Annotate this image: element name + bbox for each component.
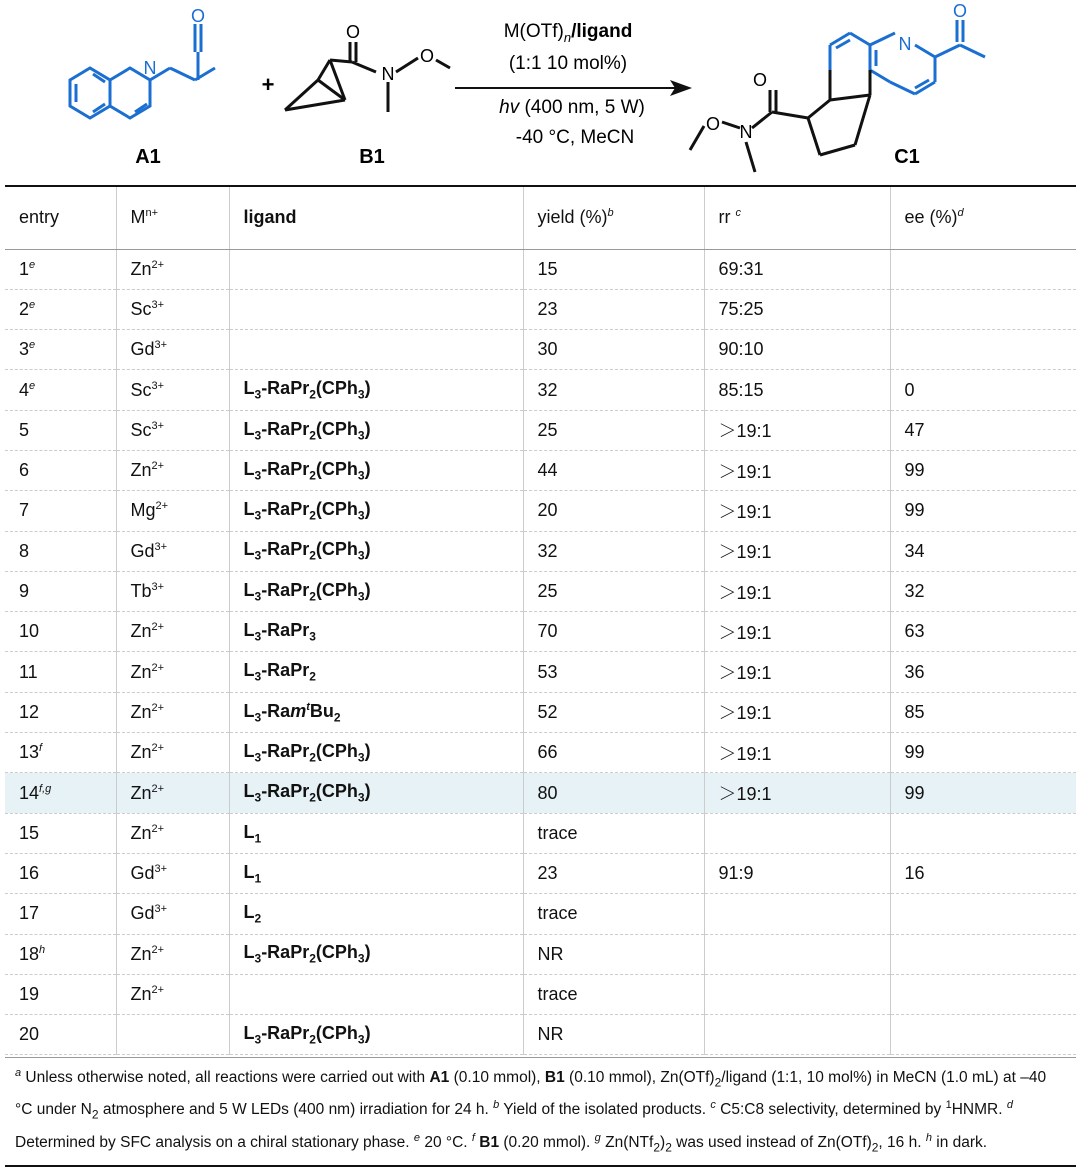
entry-note: e bbox=[29, 298, 36, 311]
b1-n-atom: N bbox=[381, 64, 395, 84]
header-metal-m: M bbox=[130, 207, 146, 228]
cell-ee: 85 bbox=[890, 692, 1076, 732]
header-ee bbox=[890, 186, 1076, 249]
c1-n-atom: N bbox=[898, 34, 912, 54]
cell-metal bbox=[116, 853, 229, 893]
cell-entry bbox=[5, 289, 116, 329]
cell-ee: 99 bbox=[890, 450, 1076, 490]
cell-yield: 70 bbox=[523, 612, 704, 652]
cell-ligand: $L_3-RaPr_2(CPh_3)$ bbox=[229, 370, 523, 410]
metal-charge: 2+ bbox=[151, 460, 165, 473]
cell-yield: 52 bbox=[523, 692, 704, 732]
cell-ligand: $L_3-RaPr_2(CPh_3)$ bbox=[229, 773, 523, 813]
entry-number: 9 bbox=[19, 581, 30, 602]
cell-yield: 23 bbox=[523, 289, 704, 329]
metal-charge: 2+ bbox=[151, 258, 165, 271]
cell-rr: ＞19:1 bbox=[704, 652, 890, 692]
table-row bbox=[5, 289, 1076, 329]
molecule-a1 bbox=[70, 24, 215, 118]
cond-line4: -40 °C, MeCN bbox=[515, 127, 635, 148]
entry-number: 7 bbox=[19, 500, 30, 521]
cell-metal bbox=[116, 733, 229, 773]
cell-yield: 20 bbox=[523, 491, 704, 531]
fn-f-text: (0.20 mmol). bbox=[499, 1133, 595, 1151]
label-b1: B1 bbox=[359, 146, 385, 168]
cell-yield: trace bbox=[523, 974, 704, 1014]
fn-e-text: 20 °C. bbox=[420, 1133, 472, 1151]
cell-ligand: $L_3-RaPr_2(CPh_3)$ bbox=[229, 571, 523, 611]
metal-symbol: Gd bbox=[130, 540, 155, 561]
cell-rr: ＞19:1 bbox=[704, 733, 890, 773]
cell-entry bbox=[5, 773, 116, 813]
cell-entry bbox=[5, 370, 116, 410]
cell-entry bbox=[5, 491, 116, 531]
fn-g-sub3: 2 bbox=[871, 1139, 879, 1154]
c1-o-carbonyl: O bbox=[752, 70, 768, 90]
cond-line2: (1:1 10 mol%) bbox=[508, 53, 628, 74]
metal-charge: 3+ bbox=[154, 339, 168, 352]
cell-ee bbox=[890, 934, 1076, 974]
cell-entry bbox=[5, 974, 116, 1014]
metal-symbol: Sc bbox=[130, 298, 152, 319]
fn-d-text: Determined by SFC analysis on a chiral stationary phase. bbox=[15, 1133, 414, 1151]
c1-n-amide: N bbox=[739, 122, 753, 142]
cell-ligand: $L_3-RaPr_2(CPh_3)$ bbox=[229, 934, 523, 974]
metal-charge: 2+ bbox=[151, 983, 165, 996]
table-row bbox=[5, 974, 1076, 1014]
table-row bbox=[5, 330, 1076, 370]
cell-metal bbox=[116, 289, 229, 329]
cell-ee: 0 bbox=[890, 370, 1076, 410]
metal-symbol: Gd bbox=[130, 863, 155, 884]
a1-n-atom: N bbox=[143, 58, 157, 78]
entry-number: 4 bbox=[19, 379, 30, 400]
cell-ligand: $L_3-RaPr_2(CPh_3)$ bbox=[229, 1015, 523, 1055]
table-row bbox=[5, 652, 1076, 692]
metal-charge: 2+ bbox=[151, 943, 165, 956]
header-yield-text: yield (%) bbox=[537, 207, 608, 228]
entry-number: 19 bbox=[19, 983, 40, 1004]
entry-note: f,g bbox=[39, 782, 52, 795]
metal-charge: 2+ bbox=[151, 701, 165, 714]
entry-number: 14 bbox=[19, 782, 40, 803]
fn-b-mark: b bbox=[493, 1099, 500, 1112]
cell-ee: 34 bbox=[890, 531, 1076, 571]
table-row bbox=[5, 894, 1076, 934]
table-row bbox=[5, 370, 1076, 410]
cell-yield: 15 bbox=[523, 249, 704, 289]
header-entry: entry bbox=[5, 186, 116, 249]
cell-rr bbox=[704, 974, 890, 1014]
cond-line1 bbox=[504, 21, 633, 45]
metal-charge: 2+ bbox=[151, 782, 165, 795]
cond-n-sub: n bbox=[563, 30, 572, 45]
cell-ligand: $L_2$ bbox=[229, 894, 523, 934]
table-row bbox=[5, 410, 1076, 450]
cell-rr: ＞19:1 bbox=[704, 571, 890, 611]
cell-metal bbox=[116, 249, 229, 289]
cell-ee: 99 bbox=[890, 733, 1076, 773]
entry-note: e bbox=[29, 339, 36, 352]
entry-number: 12 bbox=[19, 701, 40, 722]
fn-c-mark: c bbox=[710, 1099, 716, 1112]
cell-metal bbox=[116, 652, 229, 692]
metal-symbol: Zn bbox=[130, 460, 152, 481]
entry-number: 5 bbox=[19, 419, 30, 440]
table-row bbox=[5, 773, 1076, 813]
metal-charge: 3+ bbox=[154, 863, 168, 876]
entry-number: 20 bbox=[19, 1024, 40, 1045]
fn-a-sub-b: 2 bbox=[91, 1107, 99, 1122]
fn-g-text4: , 16 h. bbox=[878, 1133, 926, 1151]
fn-a-text1: Unless otherwise noted, all reactions were carried out with bbox=[21, 1069, 430, 1087]
cell-yield: 80 bbox=[523, 773, 704, 813]
metal-charge: 3+ bbox=[151, 581, 165, 594]
entry-number: 16 bbox=[19, 863, 40, 884]
fn-a-b1: B1 bbox=[544, 1069, 565, 1087]
cell-ee: 36 bbox=[890, 652, 1076, 692]
metal-charge: 2+ bbox=[151, 661, 165, 674]
cell-ligand: $L_3-RaPr_3$ bbox=[229, 612, 523, 652]
entry-note: e bbox=[29, 379, 36, 392]
b1-o-methoxy: O bbox=[419, 46, 435, 66]
header-ee-text: ee (%) bbox=[904, 207, 958, 228]
cell-yield: 32 bbox=[523, 531, 704, 571]
header-yield bbox=[523, 186, 704, 249]
metal-charge: 3+ bbox=[151, 419, 165, 432]
cell-ee bbox=[890, 289, 1076, 329]
label-a1: A1 bbox=[135, 146, 161, 168]
cell-yield: NR bbox=[523, 1015, 704, 1055]
metal-symbol: Gd bbox=[130, 903, 155, 924]
reaction-scheme bbox=[0, 0, 1080, 185]
cell-ligand bbox=[229, 974, 523, 1014]
cell-rr bbox=[704, 934, 890, 974]
entry-note: f bbox=[39, 742, 43, 755]
fn-g-sub2: 2 bbox=[665, 1139, 672, 1154]
cell-ligand: $L_3-RaPr_2(CPh_3)$ bbox=[229, 733, 523, 773]
metal-symbol: Zn bbox=[130, 661, 152, 682]
cell-metal bbox=[116, 450, 229, 490]
metal-charge: 2+ bbox=[151, 742, 165, 755]
cell-yield: trace bbox=[523, 894, 704, 934]
cell-rr bbox=[704, 813, 890, 853]
fn-c-text2: HNMR. bbox=[951, 1101, 1007, 1119]
cell-ligand bbox=[229, 249, 523, 289]
fn-a-sub: 2 bbox=[714, 1075, 722, 1090]
cell-ee bbox=[890, 894, 1076, 934]
cell-metal bbox=[116, 370, 229, 410]
cell-ee: 16 bbox=[890, 853, 1076, 893]
molecule-c1-blue bbox=[830, 20, 985, 94]
cond-metal: M(OTf) bbox=[503, 21, 564, 42]
cell-yield: 66 bbox=[523, 733, 704, 773]
cell-metal bbox=[116, 531, 229, 571]
entry-number: 3 bbox=[19, 339, 30, 360]
cell-entry bbox=[5, 571, 116, 611]
table-row bbox=[5, 450, 1076, 490]
cell-metal bbox=[116, 894, 229, 934]
entry-number: 8 bbox=[19, 540, 30, 561]
fn-f-mark: f bbox=[471, 1131, 475, 1144]
cell-metal bbox=[116, 571, 229, 611]
metal-charge: 2+ bbox=[151, 621, 165, 634]
c1-o-methoxy: O bbox=[705, 114, 721, 134]
cell-ee bbox=[890, 249, 1076, 289]
fn-a-text2: (0.10 mmol), bbox=[449, 1069, 545, 1087]
cell-ee bbox=[890, 1015, 1076, 1055]
metal-symbol: Zn bbox=[130, 621, 152, 642]
cell-ee: 99 bbox=[890, 491, 1076, 531]
cell-rr bbox=[704, 1015, 890, 1055]
fn-e-mark: e bbox=[413, 1131, 421, 1144]
fn-g-text: Zn(NTf bbox=[600, 1133, 654, 1151]
fn-a-text5: atmosphere and 5 W LEDs (400 nm) irradiation for 24 h. bbox=[98, 1101, 494, 1119]
entry-number: 11 bbox=[19, 661, 38, 682]
metal-symbol: Zn bbox=[130, 983, 152, 1004]
table-header-row bbox=[5, 186, 1076, 249]
cell-ligand: $L_3-Ram^tBu_2$ bbox=[229, 692, 523, 732]
metal-symbol: Zn bbox=[130, 742, 152, 763]
entry-number: 18 bbox=[19, 943, 40, 964]
cond-hv: hv bbox=[499, 97, 520, 118]
cell-ee: 47 bbox=[890, 410, 1076, 450]
header-ee-sup: d bbox=[957, 207, 964, 220]
label-c1: C1 bbox=[894, 146, 920, 168]
table-row bbox=[5, 733, 1076, 773]
fn-a-mark: a bbox=[15, 1067, 22, 1079]
metal-symbol: Zn bbox=[130, 782, 152, 803]
cell-metal bbox=[116, 491, 229, 531]
cell-ligand: $L_1$ bbox=[229, 853, 523, 893]
entry-number: 13 bbox=[19, 742, 40, 763]
fn-g-text2: ) bbox=[660, 1133, 666, 1151]
a1-o-atom: O bbox=[190, 6, 206, 26]
cell-yield: 30 bbox=[523, 330, 704, 370]
cell-rr: 90:10 bbox=[704, 330, 890, 370]
cell-rr: ＞19:1 bbox=[704, 531, 890, 571]
metal-charge: 2+ bbox=[155, 500, 169, 513]
cell-ligand: $L_3-RaPr_2(CPh_3)$ bbox=[229, 491, 523, 531]
header-rr bbox=[704, 186, 890, 249]
entry-note: h bbox=[39, 943, 46, 956]
cell-yield: 32 bbox=[523, 370, 704, 410]
cell-entry bbox=[5, 531, 116, 571]
cell-ligand: $L_1$ bbox=[229, 813, 523, 853]
metal-charge: 3+ bbox=[151, 298, 165, 311]
cell-ligand: $L_3-RaPr_2(CPh_3)$ bbox=[229, 450, 523, 490]
fn-g-text3: was used instead of Zn(OTf) bbox=[671, 1133, 872, 1151]
table-row bbox=[5, 853, 1076, 893]
cell-ligand: $L_3-RaPr_2(CPh_3)$ bbox=[229, 531, 523, 571]
cell-rr: ＞19:1 bbox=[704, 773, 890, 813]
fn-a-text3: (0.10 mmol), Zn(OTf) bbox=[564, 1069, 715, 1087]
cell-entry bbox=[5, 1015, 116, 1055]
table-row bbox=[5, 934, 1076, 974]
metal-symbol: Zn bbox=[130, 701, 152, 722]
cell-rr: ＞19:1 bbox=[704, 612, 890, 652]
cell-metal bbox=[116, 934, 229, 974]
entry-number: 10 bbox=[19, 621, 40, 642]
cell-entry bbox=[5, 249, 116, 289]
cell-yield: trace bbox=[523, 813, 704, 853]
plus-sign: + bbox=[261, 72, 275, 97]
c1-o-atom-blue: O bbox=[952, 1, 968, 21]
entry-note: e bbox=[29, 258, 36, 271]
cell-metal bbox=[116, 974, 229, 1014]
metal-symbol: Zn bbox=[130, 943, 152, 964]
fn-d-mark: d bbox=[1006, 1099, 1013, 1112]
cell-rr bbox=[704, 894, 890, 934]
cell-yield: NR bbox=[523, 934, 704, 974]
table-row bbox=[5, 531, 1076, 571]
fn-h-mark: h bbox=[925, 1131, 932, 1144]
screening-table bbox=[5, 185, 1076, 1055]
metal-symbol: Sc bbox=[130, 379, 152, 400]
cell-entry bbox=[5, 733, 116, 773]
cell-entry bbox=[5, 612, 116, 652]
cell-rr: ＞19:1 bbox=[704, 692, 890, 732]
table-row bbox=[5, 491, 1076, 531]
cell-yield: 23 bbox=[523, 853, 704, 893]
table-row bbox=[5, 249, 1076, 289]
cell-rr: ＞19:1 bbox=[704, 450, 890, 490]
cell-rr: 85:15 bbox=[704, 370, 890, 410]
metal-symbol: Tb bbox=[130, 581, 152, 602]
cell-ligand bbox=[229, 289, 523, 329]
cell-ligand bbox=[229, 330, 523, 370]
fn-g-mark: g bbox=[594, 1131, 601, 1144]
table-row bbox=[5, 692, 1076, 732]
cell-entry bbox=[5, 330, 116, 370]
entry-number: 2 bbox=[19, 298, 30, 319]
cell-ee bbox=[890, 330, 1076, 370]
b1-o-carbonyl: O bbox=[345, 22, 361, 42]
metal-charge: 2+ bbox=[151, 822, 165, 835]
footnotes bbox=[5, 1057, 1076, 1167]
header-metal-sup: n+ bbox=[145, 207, 159, 220]
cell-ee: 63 bbox=[890, 612, 1076, 652]
fn-c-text: C5:C8 selectivity, determined by bbox=[715, 1101, 946, 1119]
metal-symbol: Mg bbox=[130, 500, 156, 521]
cell-rr: 91:9 bbox=[704, 853, 890, 893]
cell-ligand: $L_3-RaPr_2$ bbox=[229, 652, 523, 692]
fn-b-text: Yield of the isolated products. bbox=[499, 1101, 711, 1119]
metal-symbol: Zn bbox=[130, 258, 152, 279]
metal-symbol: Gd bbox=[130, 339, 155, 360]
cell-rr: 75:25 bbox=[704, 289, 890, 329]
header-rr-text: rr bbox=[718, 207, 731, 228]
header-ligand: ligand bbox=[229, 186, 523, 249]
cell-ee: 32 bbox=[890, 571, 1076, 611]
entry-number: 15 bbox=[19, 822, 40, 843]
table-row bbox=[5, 571, 1076, 611]
table-row bbox=[5, 1015, 1076, 1055]
cell-entry bbox=[5, 652, 116, 692]
fn-a-a1: A1 bbox=[429, 1069, 450, 1087]
cell-metal bbox=[116, 612, 229, 652]
cell-ee: 99 bbox=[890, 773, 1076, 813]
cell-yield: 44 bbox=[523, 450, 704, 490]
cell-metal bbox=[116, 1015, 229, 1055]
cell-ligand: $L_3-RaPr_2(CPh_3)$ bbox=[229, 410, 523, 450]
metal-charge: 3+ bbox=[151, 379, 165, 392]
fn-c-sup: 1 bbox=[945, 1099, 952, 1112]
cell-metal bbox=[116, 813, 229, 853]
header-metal bbox=[116, 186, 229, 249]
cell-metal bbox=[116, 692, 229, 732]
entry-number: 1 bbox=[19, 258, 30, 279]
cell-yield: 53 bbox=[523, 652, 704, 692]
cond-ligand: /ligand bbox=[571, 21, 633, 42]
metal-charge: 3+ bbox=[154, 540, 168, 553]
fn-g-sub: 2 bbox=[653, 1139, 661, 1154]
entry-number: 17 bbox=[19, 903, 40, 924]
cell-entry bbox=[5, 410, 116, 450]
fn-f-b1: B1 bbox=[474, 1133, 500, 1151]
table-row bbox=[5, 612, 1076, 652]
cell-ee bbox=[890, 813, 1076, 853]
header-rr-sup: c bbox=[735, 207, 742, 220]
cond-line3 bbox=[499, 97, 645, 118]
cond-light: (400 nm, 5 W) bbox=[519, 97, 645, 118]
cell-rr: 69:31 bbox=[704, 249, 890, 289]
fn-a-text4: /ligand (1:1, 10 mol%) in MeCN (1.0 mL) at –40 °C under N bbox=[15, 1069, 1047, 1119]
cell-metal bbox=[116, 330, 229, 370]
cell-metal bbox=[116, 773, 229, 813]
cell-entry bbox=[5, 853, 116, 893]
cell-metal bbox=[116, 410, 229, 450]
entry-number: 6 bbox=[19, 460, 30, 481]
table-row bbox=[5, 813, 1076, 853]
metal-charge: 3+ bbox=[154, 903, 168, 916]
cell-entry bbox=[5, 813, 116, 853]
cell-entry bbox=[5, 934, 116, 974]
fn-h-text: in dark. bbox=[931, 1133, 988, 1151]
header-yield-sup: b bbox=[607, 207, 614, 220]
cell-entry bbox=[5, 692, 116, 732]
cell-ee bbox=[890, 974, 1076, 1014]
cell-entry bbox=[5, 450, 116, 490]
metal-symbol: Sc bbox=[130, 419, 152, 440]
cell-rr: ＞19:1 bbox=[704, 410, 890, 450]
cell-entry bbox=[5, 894, 116, 934]
cell-yield: 25 bbox=[523, 410, 704, 450]
cell-yield: 25 bbox=[523, 571, 704, 611]
metal-symbol: Zn bbox=[130, 822, 152, 843]
cell-rr: ＞19:1 bbox=[704, 491, 890, 531]
